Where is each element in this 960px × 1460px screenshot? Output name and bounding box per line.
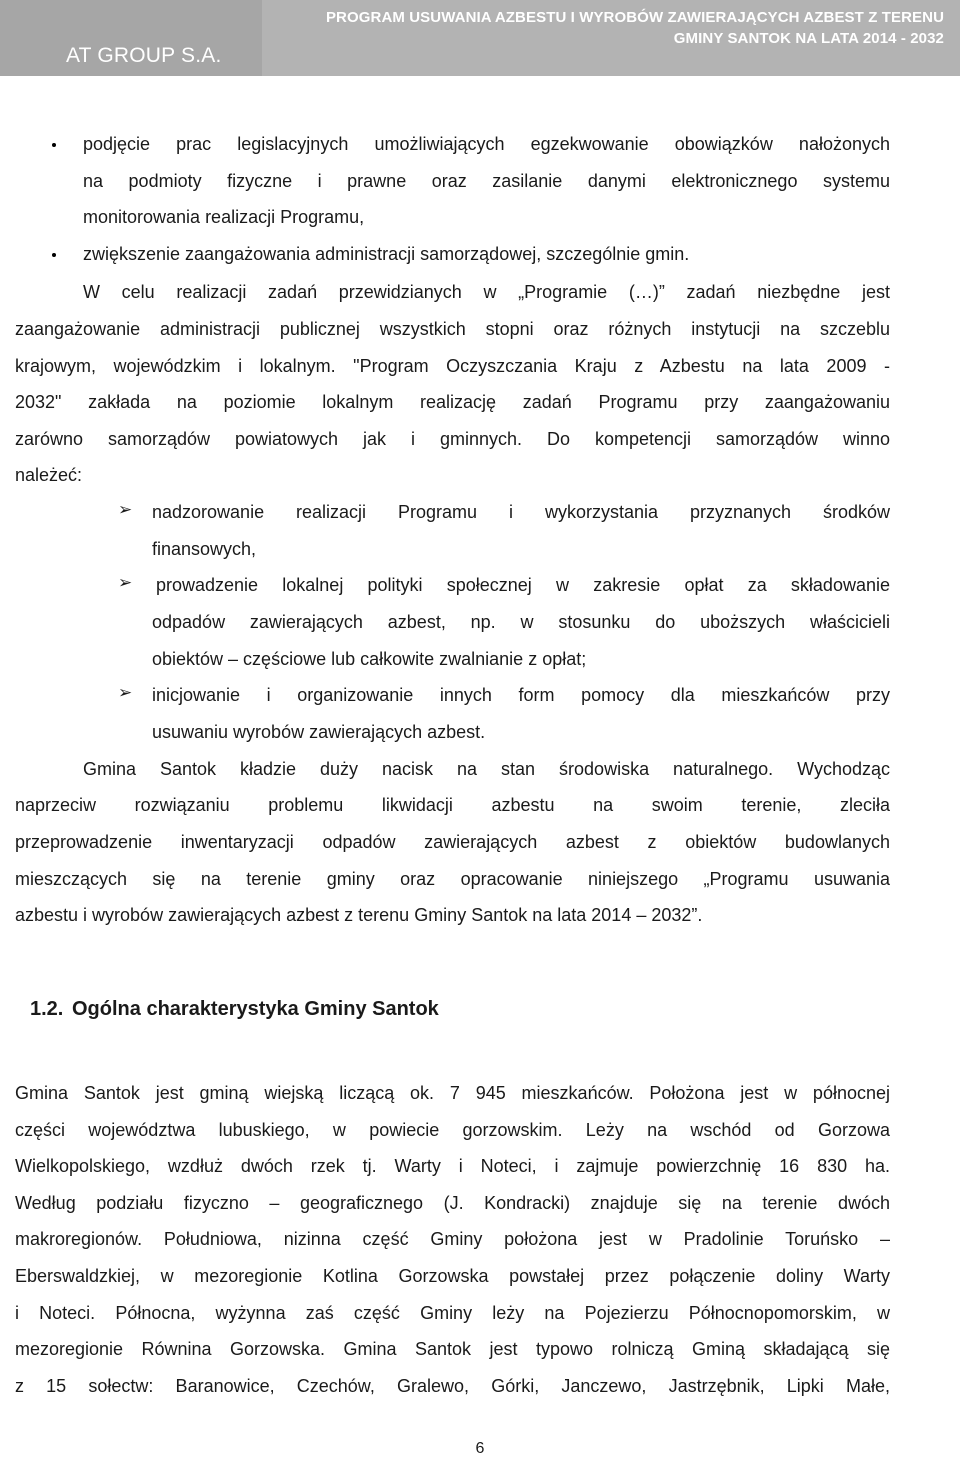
para1-line-1: W celu realizacji zadań przewidzianych w „Programie (…)” zadań niezbędne jest [83, 282, 890, 302]
arrow-2-line-3: obiektów – częściowe lub całkowite zwalnianie z opłat; [152, 649, 587, 669]
para2-line-3: przeprowadzenie inwentaryzacji odpadów zawierających azbest z obiektów budowlanych [15, 832, 890, 852]
para3-line-2: części województwa lubuskiego, w powiecie gorzowskim. Leży na wschód od Gorzowa [15, 1120, 890, 1140]
para3-line-7: i Noteci. Północna, wyżynna zaś część Gminy leży na Pojezierzu Północnopomorskim, w [15, 1303, 890, 1323]
para3-line-6: Eberswaldzkiej, w mezoregionie Kotlina Gorzowska powstałej przez połączenie doliny Warty [15, 1266, 890, 1286]
arrow-2-line-2: odpadów zawierających azbest, np. w stosunku do uboższych właścicieli [152, 612, 890, 632]
section-number: 1.2. [30, 998, 64, 1020]
para3-line-4: Według podziału fizyczno – geograficznego (J. Kondracki) znajduje się na terenie dwóch [15, 1193, 890, 1213]
para1-line-3: krajowym, wojewódzkim i lokalnym. "Program Oczyszczania Kraju z Azbestu na lata 2009 - [15, 356, 890, 376]
page-number: 6 [475, 1440, 485, 1457]
para1-line-6: należeć: [15, 465, 83, 485]
para3-line-3: Wielkopolskiego, wzdłuż dwóch rzek tj. Warty i Noteci, i zajmuje powierzchnię 16 830 ha. [15, 1156, 890, 1176]
arrow-2-line-1: prowadzenie lokalnej polityki społecznej w zakresie opłat za składowanie [156, 575, 890, 595]
section-heading [30, 998, 439, 1021]
arrow-bullet-icon: ➢ [118, 573, 133, 592]
arrow-1-line-2: finansowych, [152, 539, 257, 559]
program-title-line2: GMINY SANTOK NA LATA 2014 - 2032 [673, 30, 944, 47]
para3-line-5: makroregionów. Południowa, nizinna część Gminy położona jest w Pradolinie Toruńsko – [15, 1229, 890, 1249]
bullet-1-line-2: na podmioty fizyczne i prawne oraz zasilanie danymi elektronicznego systemu [83, 171, 890, 191]
para2-line-4: mieszczących się na terenie gminy oraz opracowanie niniejszego „Programu usuwania [15, 869, 890, 889]
para3-line-8: mezoregionie Równina Gorzowska. Gmina Santok jest typowo rolniczą Gminą składającą się [15, 1339, 890, 1359]
bullet-1-line-1: podjęcie prac legislacyjnych umożliwiających egzekwowanie obowiązków nałożonych [83, 134, 890, 154]
section-title: Ogólna charakterystyka Gminy Santok [72, 998, 439, 1020]
para1-line-2: zaangażowanie administracji publicznej wszystkich stopni oraz różnych instytucji na szczeblu [15, 319, 890, 339]
arrow-1-line-1: nadzorowanie realizacji Programu i wykorzystania przyznanych środków [152, 502, 890, 522]
program-title-line1: PROGRAM USUWANIA AZBESTU I WYROBÓW ZAWIERAJĄCYCH AZBEST Z TERENU [325, 9, 944, 26]
para2-line-2: naprzeciw rozwiązaniu problemu likwidacji azbestu na swoim terenie, zleciła [15, 795, 890, 815]
para3-line-9: z 15 sołectw: Baranowice, Czechów, Gralewo, Górki, Janczewo, Jastrzębnik, Lipki Małe, [15, 1376, 890, 1396]
bullet-dot [52, 143, 56, 147]
arrow-3-line-1: inicjowanie i organizowanie innych form pomocy dla mieszkańców przy [152, 685, 890, 705]
bullet-dot [52, 253, 56, 257]
bullet-1-line-3: monitorowania realizacji Programu, [83, 207, 365, 227]
para2-line-5: azbestu i wyrobów zawierających azbest z terenu Gminy Santok na lata 2014 – 2032”. [15, 905, 703, 925]
para2-line-1: Gmina Santok kładzie duży nacisk na stan środowiska naturalnego. Wychodząc [83, 759, 890, 779]
para3-line-1: Gmina Santok jest gminą wiejską liczącą ok. 7 945 mieszkańców. Położona jest w północnej [15, 1083, 890, 1103]
para1-line-4: 2032" zakłada na poziomie lokalnym realizację zadań Programu przy zaangażowaniu [15, 392, 890, 412]
program-title [326, 7, 944, 49]
arrow-3-line-2: usuwaniu wyrobów zawierających azbest. [152, 722, 486, 742]
company-name: AT GROUP S.A. [66, 44, 222, 67]
arrow-bullet-icon: ➢ [118, 500, 133, 519]
para1-line-5: zarówno samorządów powiatowych jak i gminnych. Do kompetencji samorządów winno [15, 429, 890, 449]
bullet-2-line-1: zwiększenie zaangażowania administracji samorządowej, szczególnie gmin. [83, 244, 690, 264]
arrow-bullet-icon: ➢ [118, 683, 133, 702]
